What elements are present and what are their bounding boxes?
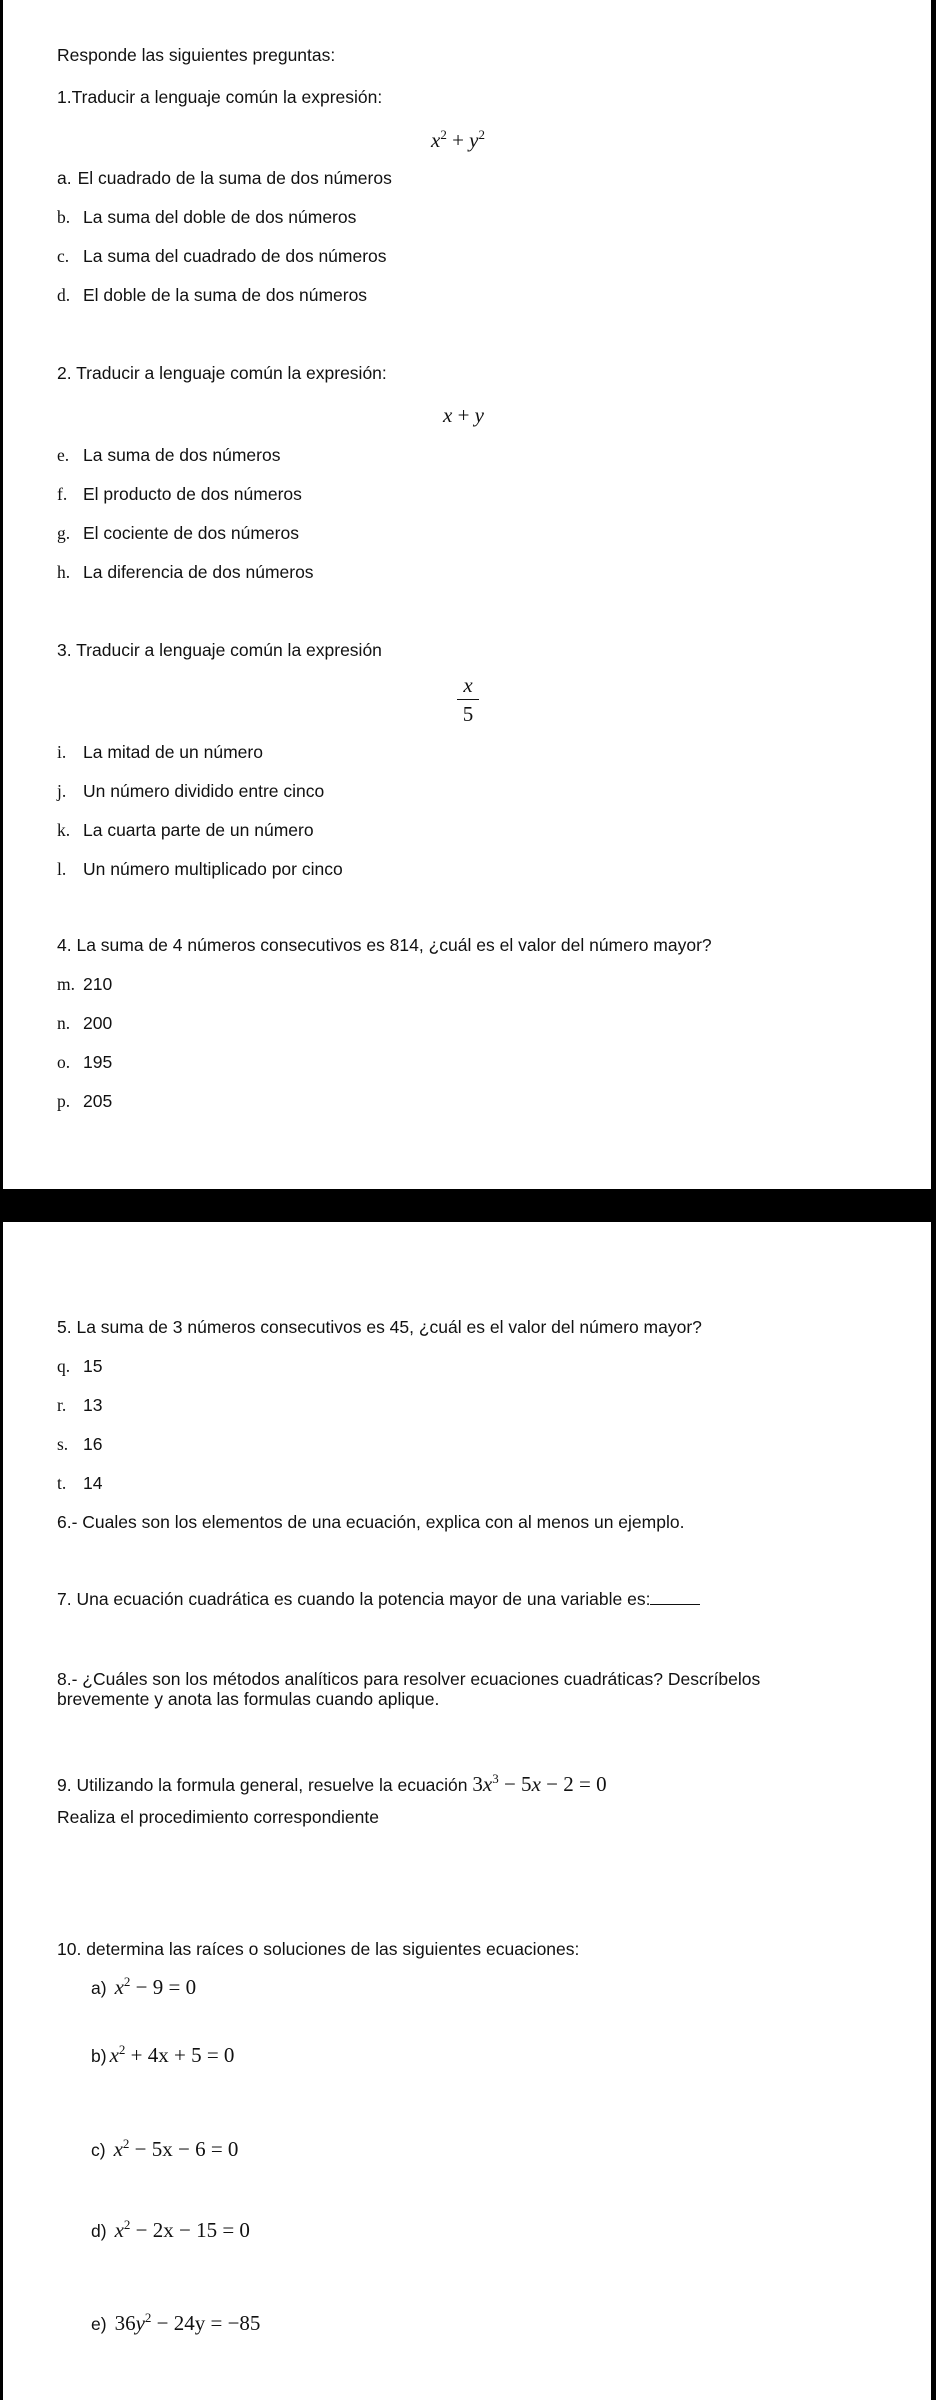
fraction-numerator: x (463, 673, 473, 697)
question-1-expression: $x^2 + y^2$ (431, 127, 485, 152)
question-7-prompt: 7. Una ecuación cuadrática es cuando la potencia mayor de una variable es: (57, 1588, 700, 1610)
option-k[interactable]: k. La cuarta parte de un número (57, 820, 314, 840)
option-n[interactable]: n. 200 (57, 1013, 113, 1033)
option-a[interactable]: a. El cuadrado de la suma de dos números (57, 168, 392, 188)
option-b[interactable]: b. La suma del doble de dos números (57, 207, 357, 227)
option-h[interactable]: h. La diferencia de dos números (57, 562, 314, 582)
equation-b: b) $x^2 + 4x + 5 = 0$ (91, 2042, 235, 2067)
option-j[interactable]: j. Un número dividido entre cinco (57, 781, 325, 801)
question-10-prompt: 10. determina las raíces o soluciones de las siguientes ecuaciones: (57, 1939, 580, 1959)
equation-e: e) $36y^2 - 24y = -85$ (91, 2310, 261, 2335)
fraction-bar (457, 699, 479, 700)
question-2-prompt: 2. Traducir a lenguaje común la expresión: (57, 363, 387, 383)
option-q[interactable]: q. 15 (57, 1356, 103, 1376)
option-r[interactable]: r. 13 (57, 1395, 103, 1415)
question-9-equation: $3x^3 - 5x - 2 = 0$ (472, 1771, 607, 1796)
option-e[interactable]: e. La suma de dos números (57, 445, 281, 465)
option-i[interactable]: i. La mitad de un número (57, 742, 263, 762)
instructions-header: Responde las siguientes preguntas: (57, 45, 336, 65)
option-d[interactable]: d. El doble de la suma de dos números (57, 285, 368, 305)
question-1-prompt: 1.Traducir a lenguaje común la expresión: (57, 87, 383, 107)
question-4-prompt: 4. La suma de 4 números consecutivos es 814, ¿cuál es el valor del número mayor? (57, 935, 712, 955)
option-f[interactable]: f. El producto de dos números (57, 484, 302, 504)
worksheet-page-2 (3, 1222, 931, 2400)
question-9-instruction: Realiza el procedimiento correspondiente (57, 1807, 379, 1827)
option-o[interactable]: o. 195 (57, 1052, 113, 1072)
question-6-prompt: 6.- Cuales son los elementos de una ecuación, explica con al menos un ejemplo. (57, 1512, 685, 1532)
option-g[interactable]: g. El cociente de dos números (57, 523, 299, 543)
question-5-prompt: 5. La suma de 3 números consecutivos es 45, ¿cuál es el valor del número mayor? (57, 1317, 702, 1337)
question-9-prompt: 9. Utilizando la formula general, resuelve la ecuación $3x^3 - 5x - 2 = 0$ (57, 1771, 607, 1796)
option-p[interactable]: p. 205 (57, 1091, 113, 1111)
question-2-expression: x + y (443, 403, 484, 427)
equation-c: c) $x^2 - 5x - 6 = 0$ (91, 2136, 239, 2161)
option-c[interactable]: c. La suma del cuadrado de dos números (57, 246, 387, 266)
option-t[interactable]: t. 14 (57, 1473, 103, 1493)
option-l[interactable]: l. Un número multiplicado por cinco (57, 859, 343, 879)
question-3-prompt: 3. Traducir a lenguaje común la expresión (57, 640, 382, 660)
fraction-denominator: 5 (462, 702, 474, 726)
equation-d: d) $x^2 - 2x - 15 = 0$ (91, 2217, 250, 2242)
answer-blank[interactable] (650, 1590, 700, 1605)
equation-a: a) $x^2 - 9 = 0$ (91, 1974, 197, 1999)
option-m[interactable]: m. 210 (57, 974, 113, 994)
option-s[interactable]: s. 16 (57, 1434, 103, 1454)
worksheet-page-1 (3, 0, 931, 1189)
question-3-fraction (457, 673, 479, 726)
question-8-prompt: 8.- ¿Cuáles son los métodos analíticos para resolver ecuaciones cuadráticas? Descríbelos brevemente y anota las formulas cuando aplique. (57, 1669, 761, 1709)
